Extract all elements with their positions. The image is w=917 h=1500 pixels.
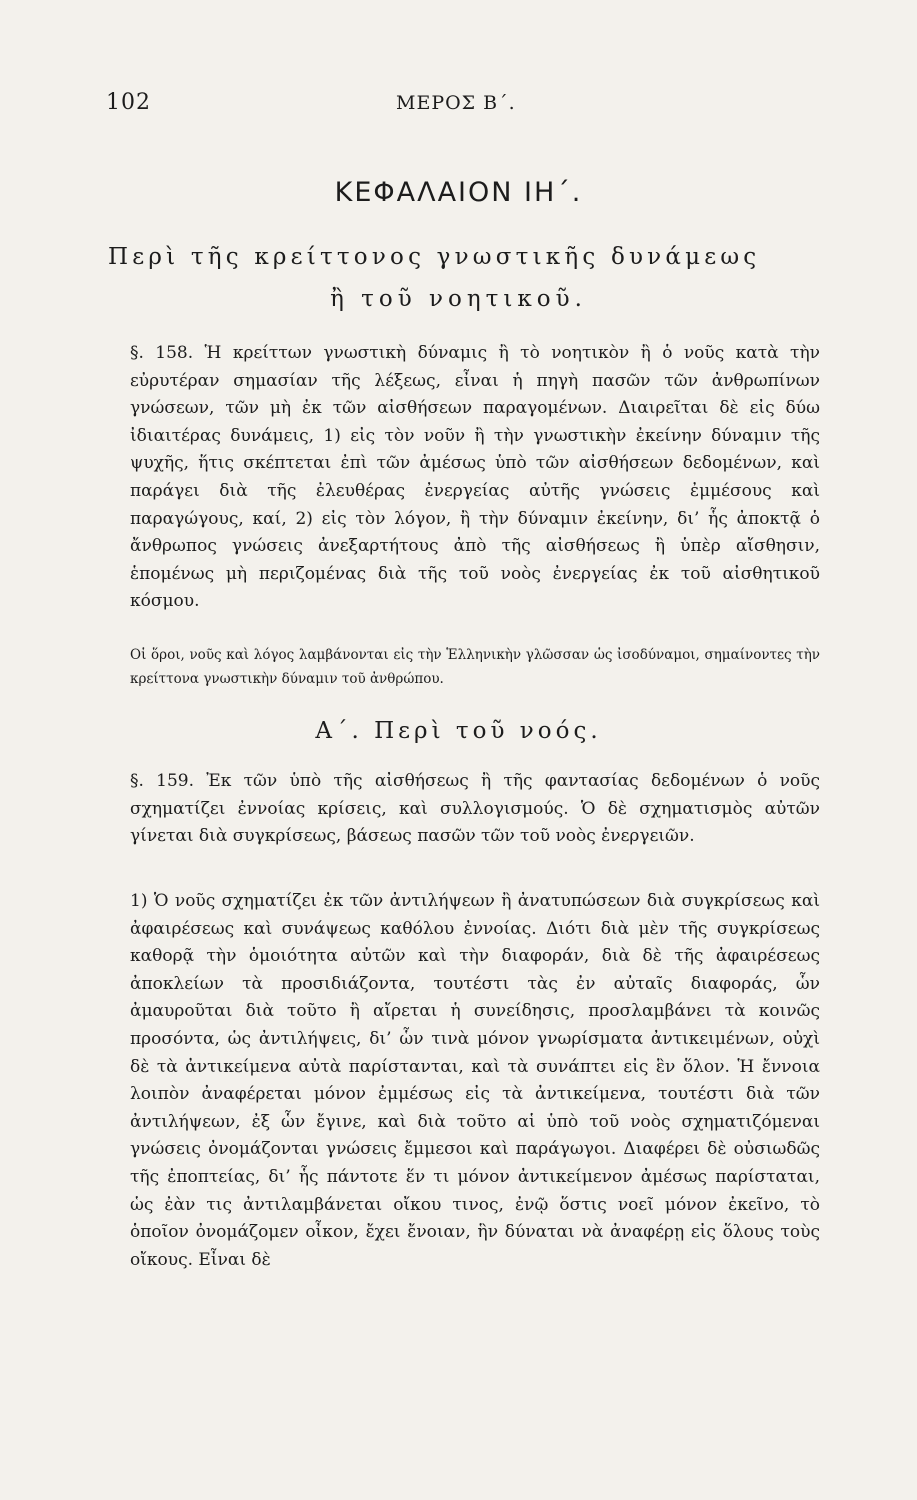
part-title: ΜΕΡΟΣ Β΄. <box>396 92 516 114</box>
footnote-remark-text: Οἱ ὅροι, νοῦς καὶ λόγος λαμβάνονται εἰς τὴν Ἑλληνικὴν γλῶσσαν ὡς ἰσοδύναμοι, σημαίνοντες τὴν κρείττονα γνωστικὴν δύναμιν τοῦ ἀνθρώπου. <box>130 647 820 687</box>
running-head <box>106 90 835 120</box>
page-number: 102 <box>106 90 151 115</box>
section-heading: Α΄. Περὶ τοῦ νοός. <box>315 718 602 744</box>
paragraph-158 <box>108 340 820 616</box>
chapter-subtitle-line2: ἢ τοῦ νοητικοῦ. <box>330 286 587 312</box>
paragraph-159-point-1-text: 1) Ὁ νοῦς σχηματίζει ἐκ τῶν ἀντιλήψεων ἢ ἀνατυπώσεων διὰ συγκρίσεως καὶ ἀφαιρέσεως καὶ συνάψεως καθόλου ἐννοίας. Διότι διὰ μὲν τῆς συγκρίσεως καθορᾷ τὴν ὁμοιότητα αὐτῶν καὶ τὴν διαφοράν, διὰ δὲ τῆς ἀφαιρέσεως ἀποκλείων τὰ προσιδιάζοντα, τουτέστι τὰς ἐν αὐταῖς διαφοράς, ὧν ἀμαυροῦται διὰ τοῦτο ἢ αἴρεται ἡ συνείδησις, προσλαμβάνει τὰ κοινῶς προσόντα, ὡς ἀντιλήψεις, δι’ ὧν τινὰ μόνον γνωρίσματα ἀντικειμένων, οὐχὶ δὲ τὰ ἀντικείμενα αὐτὰ παρίστανται, καὶ τὰ συνάπτει εἰς ἓν ὅλον. Ἡ ἔννοια λοιπὸν ἀναφέρεται μόνον ἐμμέσως εἰς τὰ ἀντικείμενα, τουτέστι διὰ τῶν ἀντιλήψεων, ἐξ ὧν ἔγινε, καὶ διὰ τοῦτο αἱ ὑπὸ τοῦ νοὸς σχηματιζόμεναι γνώσεις ὀνομάζονται γνώσεις ἔμμεσοι καὶ παράγωγοι. Διαφέρει δὲ οὐσιωδῶς τῆς ἐποπτείας, δι’ ἧς πάντοτε ἕν τι μόνον ἀντικείμενον ἀμέσως παρίσταται, ὡς ἐὰν τις ἀντιλαμβάνεται οἴκου τινος, ἐνῷ ὅστις νοεῖ μόνον ἐκεῖνο, τὸ ὁποῖον ὀνομάζομεν οἶκον, ἔχει ἔνοιαν, ἣν δύναται νὰ ἀναφέρῃ εἰς ὅλους τοὺς οἴκους. Εἶναι δὲ <box>130 891 820 1270</box>
footnote-remark <box>108 643 820 691</box>
paragraph-158-text: §. 158. Ἡ κρείττων γνωστικὴ δύναμις ἢ τὸ νοητικὸν ἢ ὁ νοῦς κατὰ τὴν εὐρυτέραν σημασίαν τῆς λέξεως, εἶναι ἡ πηγὴ πασῶν τῶν ἀνθρωπίνων γνώσεων, τῶν μὴ ἐκ τῶν αἰσθήσεων παραγομένων. Διαιρεῖται δὲ εἰς δύω ἰδιαιτέρας δυνάμεις, 1) εἰς τὸν νοῦν ἢ τὴν γνωστικὴν ἐκείνην δύναμιν τῆς ψυχῆς, ἥτις σκέπτεται ἐπὶ τῶν ἀμέσως ὑπὸ τῶν αἰσθήσεων δεδομένων, καὶ παράγει διὰ τῆς ἐλευθέρας ἐνεργείας αὐτῆς γνώσεις ἐμμέσους καὶ παραγώγους, καί, 2) εἰς τὸν λόγον, ἢ τὴν δύναμιν ἐκείνην, δι’ ἧς ἀποκτᾷ ὁ ἄνθρωπος γνώσεις ἀνεξαρτήτους ἀπὸ τῆς αἰσθήσεως ἢ ὑπὲρ αἴσθησιν, ἑπομένως μὴ περιζομένας διὰ τῆς τοῦ νοὸς ἐνεργείας ἐκ τοῦ αἰσθητικοῦ κόσμου. <box>130 343 820 612</box>
paragraph-159 <box>108 768 820 851</box>
chapter-heading: ΚΕΦΑΛΑΙΟΝ ΙΗ΄. <box>334 177 583 208</box>
chapter-subtitle-line1: Περὶ τῆς κρείττονος γνωστικῆς δυνάμεως <box>108 244 761 270</box>
paragraph-159-point-1 <box>108 888 820 1274</box>
paragraph-159-text: §. 159. Ἐκ τῶν ὑπὸ τῆς αἰσθήσεως ἢ τῆς φαντασίας δεδομένων ὁ νοῦς σχηματίζει ἐννοίας κρίσεις, καὶ συλλογισμούς. Ὁ δὲ σχηματισμὸς αὐτῶν γίνεται διὰ συγκρίσεως, βάσεως πασῶν τῶν τοῦ νοὸς ἐνεργειῶν. <box>130 771 820 847</box>
